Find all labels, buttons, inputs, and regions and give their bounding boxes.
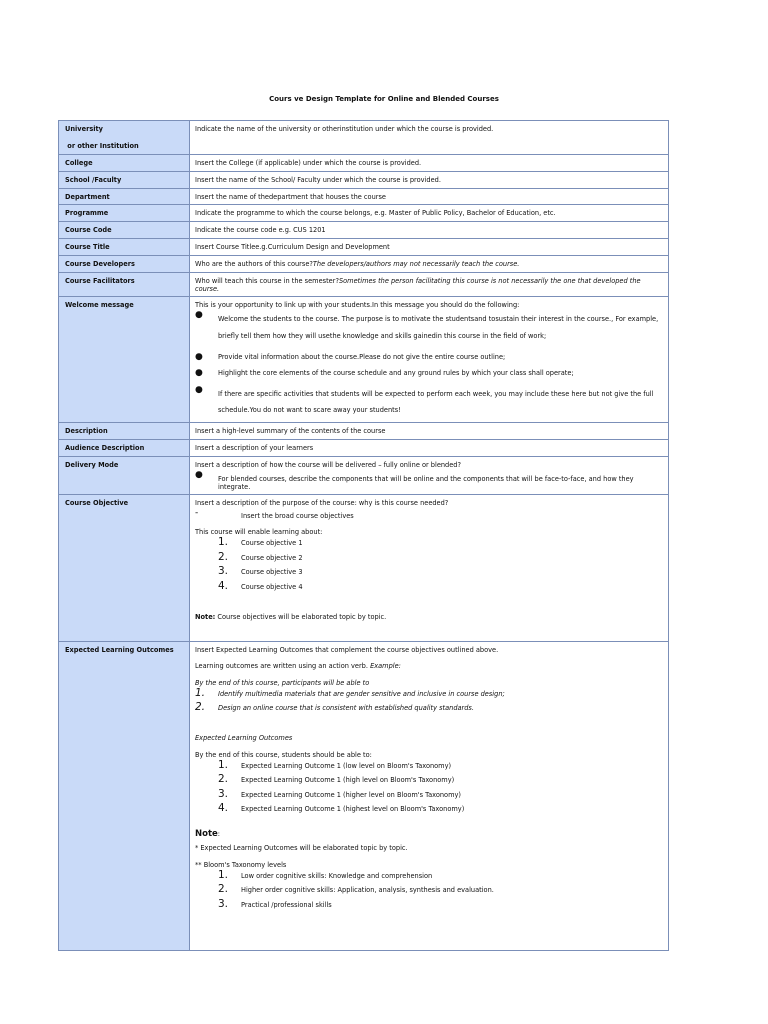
value-text: By the end of this course, students should be able to: <box>195 750 372 759</box>
list-item-text: Course objective 4 <box>241 582 303 591</box>
note-heading <box>195 830 663 838</box>
row-value: Insert the College (if applicable) under which the course is provided. <box>190 155 669 172</box>
row-label: Department <box>59 189 190 205</box>
list-item-text: Higher order cognitive skills: Application, analysis, synthesis and evaluation. <box>241 886 494 894</box>
list-item-text: Low order cognitive skills: Knowledge and comprehension <box>241 871 433 880</box>
table-row <box>59 297 669 423</box>
row-value <box>190 273 669 297</box>
bullet-marker: ● <box>195 310 203 320</box>
list-item-text: Expected Learning Outcome 1 (highest level on Bloom's Taxonomy) <box>241 805 465 813</box>
number-marker: 3. <box>218 897 229 910</box>
number-marker: 4. <box>218 802 229 814</box>
value-text-part: Learning outcomes are written using an action verb. <box>195 662 371 670</box>
list-item <box>195 353 663 361</box>
list-item-text: Expected Learning Outcome 1 (low level on Bloom's Taxonomy) <box>241 761 452 770</box>
row-value <box>190 494 669 641</box>
row-label <box>59 121 190 155</box>
course-design-table <box>58 120 669 951</box>
row-label: Programme <box>59 205 190 222</box>
note-text: * Expected Learning Outcomes will be elaborated topic by topic. <box>195 844 408 852</box>
list-item-text: Course objective 3 <box>241 568 303 576</box>
row-value <box>190 256 669 273</box>
list-item-text: Welcome the students to the course. The purpose is to motivate the studentsand tosustain their interest in the course., For example, briefly tell them how they will usethe knowledge and skills gainedin this course in the field of work; <box>218 315 659 340</box>
table-row <box>59 155 669 172</box>
row-value: Insert Course Titlee.g.Curriculum Design and Development <box>190 239 669 256</box>
value-text: Insert Expected Learning Outcomes that complement the course objectives outlined above. <box>195 645 499 654</box>
list-item-text: Provide vital information about the course.Please do not give the entire course outline; <box>218 352 506 361</box>
list-item <box>195 804 663 813</box>
list-item <box>195 471 663 491</box>
row-value <box>190 641 669 950</box>
row-value <box>190 456 669 494</box>
list-item <box>195 386 663 419</box>
row-value: Indicate the course code e.g. CUS 1201 <box>190 222 669 239</box>
table-row <box>59 456 669 494</box>
list-item <box>195 579 663 592</box>
bullet-marker: ● <box>195 384 203 395</box>
row-value: Indicate the programme to which the course belongs, e.g. Master of Public Policy, Bachelor of Education, etc. <box>190 205 669 222</box>
table-row <box>59 422 669 439</box>
value-text: Who are the authors of this course? <box>195 260 313 268</box>
document-title: Cours ve Design Template for Online and Blended Courses <box>269 95 499 103</box>
list-item-text: Course objective 1 <box>241 539 303 547</box>
row-value: Insert the name of thedepartment that houses the course <box>190 189 669 205</box>
row-label: Course Title <box>59 239 190 256</box>
value-text-italic: The developers/authors may not necessarily teach the course. <box>312 260 520 268</box>
list-item <box>195 703 663 712</box>
number-marker: 1. <box>218 758 229 771</box>
subheading: Expected Learning Outcomes <box>195 734 293 742</box>
list-item-text: For blended courses, describe the components that will be online and the components that will be face-to-face, and how they integrate. <box>218 474 634 491</box>
value-text-italic: By the end of this course, participants will be able to <box>195 678 370 687</box>
table-row <box>59 172 669 189</box>
table-row <box>59 239 669 256</box>
value-text: Insert a description of the purpose of the course: why is this course needed? <box>195 498 449 507</box>
row-label: Delivery Mode <box>59 456 190 494</box>
table-row <box>59 439 669 456</box>
list-item-text: Design an online course that is consistent with established quality standards. <box>218 704 474 712</box>
value-text: Insert a description of how the course will be delivered – fully online or blended? <box>195 460 461 469</box>
table-row <box>59 189 669 205</box>
row-label: Course Code <box>59 222 190 239</box>
row-label: Course Facilitators <box>59 273 190 297</box>
row-value: Insert a description of your learners <box>190 439 669 456</box>
list-item <box>195 509 663 520</box>
row-value: Insert a high-level summary of the contents of the course <box>190 422 669 439</box>
row-value: Insert the name of the School/ Faculty under which the course is provided. <box>190 172 669 189</box>
list-item <box>195 567 663 576</box>
note-label: Note <box>195 829 218 839</box>
note <box>195 613 663 621</box>
list-item-text: Highlight the core elements of the course schedule and any ground rules by which your class shall operate; <box>218 369 574 377</box>
bullet-marker: ● <box>195 351 203 362</box>
row-label: Course Objective <box>59 494 190 641</box>
list-item <box>195 775 663 784</box>
table-row <box>59 273 669 297</box>
number-marker: 1. <box>218 868 229 881</box>
number-marker: 3. <box>218 565 229 577</box>
table-row <box>59 205 669 222</box>
table-row <box>59 222 669 239</box>
list-item <box>195 369 663 377</box>
table-row <box>59 494 669 641</box>
list-item <box>195 311 663 344</box>
note-colon: : <box>217 830 221 838</box>
bullet-marker: ● <box>195 368 203 378</box>
value-text: Who will teach this course in the semester? <box>195 277 339 285</box>
row-value <box>190 297 669 423</box>
label-line: University <box>65 125 103 133</box>
value-text-italic: Example: <box>370 662 401 670</box>
row-label: Course Developers <box>59 256 190 273</box>
list-item <box>195 686 663 699</box>
note-text: Course objectives will be elaborated topic by topic. <box>215 612 387 621</box>
list-item <box>195 538 663 547</box>
number-marker: 3. <box>218 787 229 800</box>
note-label: Note: <box>195 612 216 621</box>
table-row <box>59 121 669 155</box>
number-marker: 2. <box>218 773 229 785</box>
list-item-text: If there are specific activities that students will be expected to perform each week, you may include these here but not give the full schedule.You do not want to scare away your students! <box>218 389 654 414</box>
row-label: Audience Description <box>59 439 190 456</box>
list-item <box>195 868 663 881</box>
list-item-text: Insert the broad course objectives <box>241 511 354 520</box>
table-row <box>59 256 669 273</box>
list-item <box>195 787 663 800</box>
number-marker: 1. <box>218 536 229 548</box>
value-text <box>195 662 663 670</box>
list-item-text: Course objective 2 <box>241 553 303 562</box>
number-marker: 2. <box>218 550 229 563</box>
number-marker: 2. <box>195 701 206 713</box>
value-text: This is your opportunity to link up with your students.In this message you should do the following: <box>195 301 520 309</box>
bullet-marker: ● <box>195 469 203 480</box>
note-text: ** Bloom's Taxonomy levels <box>195 860 287 869</box>
list-item-text: Identify multimedia materials that are gender sensitive and inclusive in course design; <box>218 689 505 698</box>
label-line: or other Institution <box>65 141 139 150</box>
row-label: Description <box>59 422 190 439</box>
value-text: Indicate the name of the university or otherinstitution under which the course is provided. <box>195 125 494 133</box>
list-item <box>195 897 663 910</box>
value-text-italic: Sometimes the person facilitating this course is not necessarily the one that developed the course. <box>195 277 641 293</box>
list-item <box>195 758 663 771</box>
row-label: School /Faculty <box>59 172 190 189</box>
number-marker: 4. <box>218 579 229 592</box>
dash-marker: - <box>195 507 199 518</box>
list-item-text: Expected Learning Outcome 1 (high level on Bloom's Taxonomy) <box>241 776 455 784</box>
row-value <box>190 121 669 155</box>
number-marker: 2. <box>218 883 229 895</box>
row-label: Welcome message <box>59 297 190 423</box>
value-text: This course will enable learning about: <box>195 528 323 536</box>
list-item-text: Expected Learning Outcome 1 (higher level on Bloom's Taxonomy) <box>241 790 461 799</box>
row-label: College <box>59 155 190 172</box>
number-marker: 1. <box>195 686 206 699</box>
list-item <box>195 550 663 563</box>
table-row <box>59 641 669 950</box>
list-item-text: Practical /professional skills <box>241 900 332 909</box>
row-label: Expected Learning Outcomes <box>59 641 190 950</box>
list-item <box>195 885 663 894</box>
